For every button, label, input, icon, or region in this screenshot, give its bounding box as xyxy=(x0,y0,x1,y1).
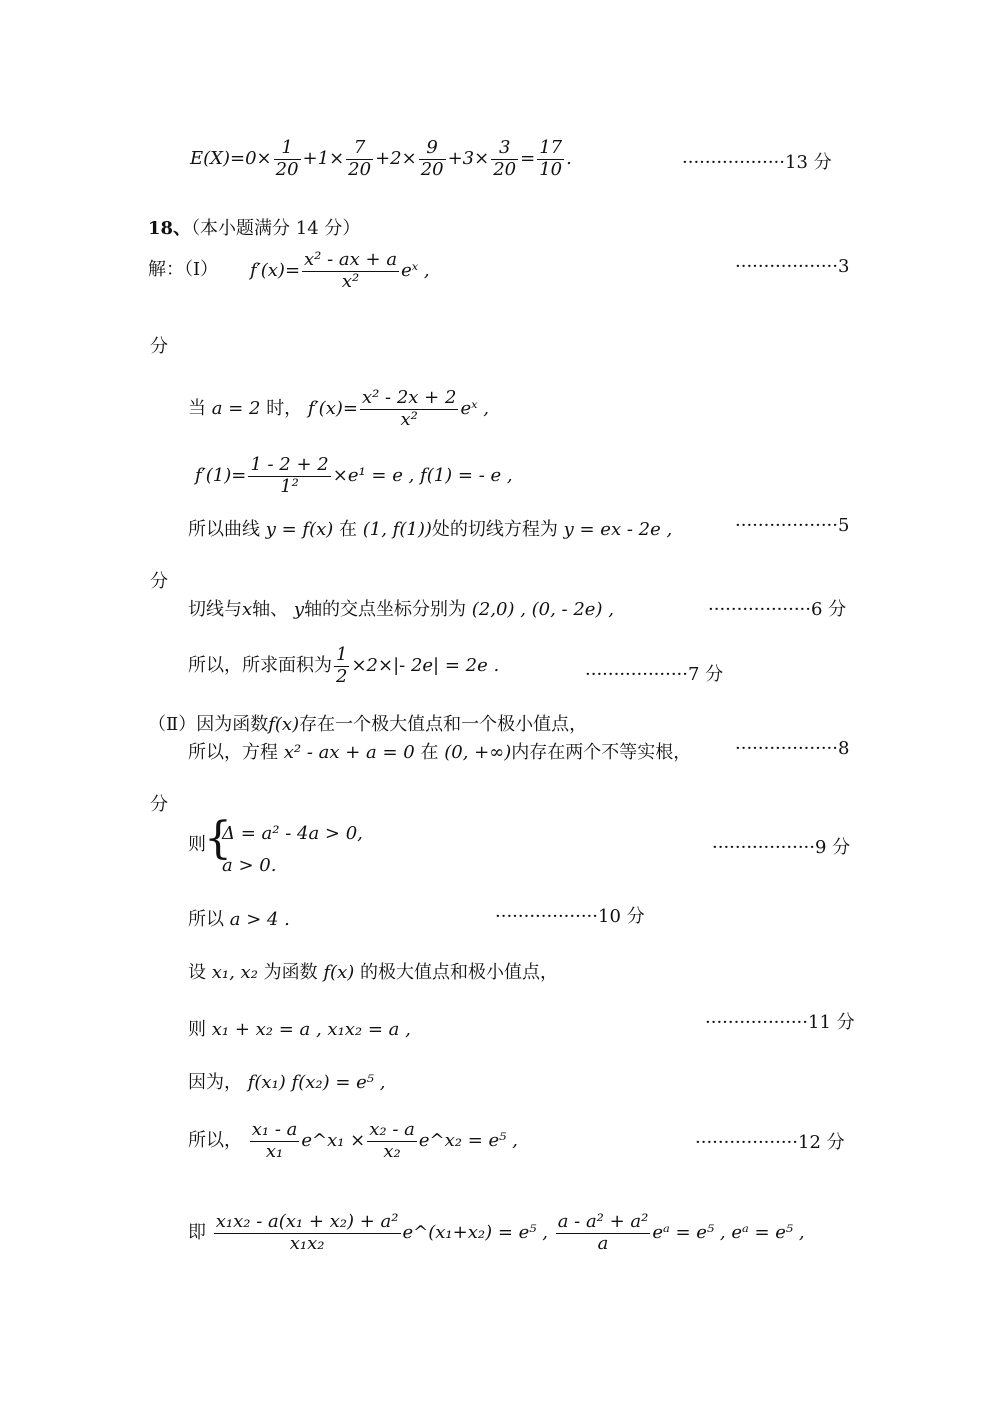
inter-b: 轴、 xyxy=(252,599,289,620)
so2-frac-2: $\frac{\text{x₂ - a}}{\text{x₂}}$ xyxy=(369,1119,415,1162)
score-5: ··················5 xyxy=(735,515,850,536)
last-m: e^(x₁+x₂) = e⁵ , xyxy=(402,1222,548,1244)
fen-5: 分 xyxy=(150,571,168,592)
when-a2-line xyxy=(188,388,489,430)
score-10: ··················10 分 xyxy=(495,906,645,927)
expectation-line xyxy=(190,138,572,180)
score-11: ··················11 分 xyxy=(705,1012,855,1033)
fen-8: 分 xyxy=(150,794,168,815)
system-eq-1: Δ = a² - 4a > 0, xyxy=(222,823,363,844)
fprime-formula xyxy=(250,250,430,292)
fen-3: 分 xyxy=(150,336,168,357)
inter-c: 轴的交点坐标分别为 xyxy=(304,599,467,620)
area-b: ×2×|- 2e| = 2e . xyxy=(351,655,500,677)
ex-plus1: +1× xyxy=(302,148,345,170)
when-label: 当 xyxy=(188,398,206,420)
inter-a: 切线与 xyxy=(188,599,242,620)
frac-2: $\frac{7}{20}$ xyxy=(348,137,372,180)
ex-plus2: +2× xyxy=(375,148,417,170)
left-brace-icon: { xyxy=(204,813,232,864)
last-e: eᵃ = e⁵ , eᵃ = e⁵ , xyxy=(652,1222,805,1244)
q18-title: （本小题满分 14 分） xyxy=(191,218,361,239)
solution-label: 解：（Ⅰ） xyxy=(148,259,219,280)
so2-a: 所以， xyxy=(188,1130,242,1152)
tangent-line xyxy=(188,515,672,541)
because-a: 因为， xyxy=(188,1072,242,1093)
area-frac: $\frac{1}{2}$ xyxy=(336,644,348,687)
ze-label: 则 xyxy=(188,834,206,855)
fp-exp: eˣ , xyxy=(401,260,430,282)
frac-3: $\frac{9}{20}$ xyxy=(420,137,444,180)
vieta-a: 则 xyxy=(188,1019,206,1040)
score-9: ··················9 分 xyxy=(712,837,851,858)
fp2-frac: $\frac{\text{x² - 2x + 2}}{\text{x²}}$ xyxy=(361,387,457,430)
eq-b: x² - ax + a = 0 xyxy=(283,742,415,763)
last-frac-2: $\frac{\text{a - a² + a²}}{a}$ xyxy=(557,1211,649,1254)
inter-y: y xyxy=(293,599,305,620)
equation-line xyxy=(188,738,691,764)
ex-eq: = xyxy=(520,148,536,170)
a-eq-2: a = 2 xyxy=(211,398,261,420)
tangent-c: 在 xyxy=(339,519,358,540)
final-line xyxy=(188,1212,805,1254)
so2-frac-1: $\frac{\text{x₁ - a}}{\text{x₁}}$ xyxy=(251,1119,298,1162)
eq-a: 所以，方程 xyxy=(188,742,278,763)
eq-e: 内存在两个不等实根， xyxy=(511,742,692,763)
fp1-frac: $\frac{1 - 2 + 2}{\text{1²}}$ xyxy=(250,454,329,497)
set-c: 为函数 xyxy=(263,962,318,983)
score-7: ··················7 分 xyxy=(585,664,724,685)
so2-m: e^x₁ × xyxy=(301,1130,366,1152)
set-d: f(x) xyxy=(323,962,355,983)
area-a: 所以，所求面积为 xyxy=(188,655,332,677)
p2-fx: f(x) xyxy=(268,714,300,735)
last-frac-1: $\frac{\text{x₁x₂ - a(x₁ + x₂) + a²}}{\text{x₁x₂}}$ xyxy=(215,1211,399,1254)
because-b: f(x₁) f(x₂) = e⁵ , xyxy=(247,1072,386,1093)
fp1-rest: ×e¹ = e , f(1) = - e , xyxy=(332,465,513,487)
fp1-line xyxy=(195,455,513,497)
set-a: 设 xyxy=(188,962,206,983)
score-3: ··················3 xyxy=(735,256,850,277)
part2-intro xyxy=(148,710,587,736)
tangent-e: 处的切线方程为 xyxy=(431,519,558,540)
ji-label: 即 xyxy=(188,1222,206,1244)
a-gt-4-line xyxy=(188,905,290,931)
score-13: ··················13 分 xyxy=(682,152,832,173)
because-line xyxy=(188,1068,385,1094)
fp-frac: $\frac{\text{x² - ax + a}}{\text{x²}}$ xyxy=(304,249,398,292)
product-line xyxy=(188,1120,518,1162)
eq-c: 在 xyxy=(420,742,439,763)
inter-d: (2,0) , (0, - 2e) , xyxy=(471,599,614,620)
q18-number: 18、 xyxy=(148,218,192,239)
frac-1: $\frac{1}{20}$ xyxy=(275,137,299,180)
vieta-b: x₁ + x₂ = a , x₁x₂ = a , xyxy=(211,1019,411,1040)
frac-5: $\frac{17}{10}$ xyxy=(539,137,563,180)
set-e: 的极大值点和极小值点， xyxy=(359,962,558,983)
score-8: ··················8 xyxy=(735,738,850,759)
ex-plus3: +3× xyxy=(447,148,490,170)
frac-4: $\frac{3}{20}$ xyxy=(493,137,517,180)
area-line xyxy=(188,645,499,687)
score-6: ··················6 分 xyxy=(708,599,847,620)
p2-a: （Ⅱ）因为函数 xyxy=(148,714,269,735)
shi-label: 时， xyxy=(266,398,303,420)
inter-x: x xyxy=(242,599,253,620)
set-b: x₁, x₂ xyxy=(211,962,258,983)
system-eq-2: a > 0. xyxy=(222,855,277,876)
ex-lhs: E(X)=0× xyxy=(190,148,272,170)
intercept-line xyxy=(188,595,614,621)
so-b: a > 4 . xyxy=(229,909,290,930)
eq-d: (0, +∞) xyxy=(444,742,512,763)
tangent-b: y = f(x) xyxy=(265,519,334,540)
fp-lhs: f′(x)= xyxy=(250,260,301,282)
q18-header xyxy=(148,214,360,240)
vieta-line xyxy=(188,1015,411,1041)
fp1-lhs: f′(1)= xyxy=(195,465,247,487)
so2-e: e^x₂ = e⁵ , xyxy=(418,1130,518,1152)
tangent-a: 所以曲线 xyxy=(188,519,260,540)
p2-b: 存在一个极大值点和一个极小值点， xyxy=(299,714,588,735)
tangent-f: y = ex - 2e , xyxy=(563,519,673,540)
fp2-lhs: f′(x)= xyxy=(307,398,358,420)
ex-end: . xyxy=(566,148,572,170)
tangent-d: (1, f(1)) xyxy=(362,519,432,540)
score-12: ··················12 分 xyxy=(695,1132,845,1153)
fp2-exp: eˣ , xyxy=(460,398,489,420)
so-a: 所以 xyxy=(188,909,224,930)
set-line xyxy=(188,958,558,984)
